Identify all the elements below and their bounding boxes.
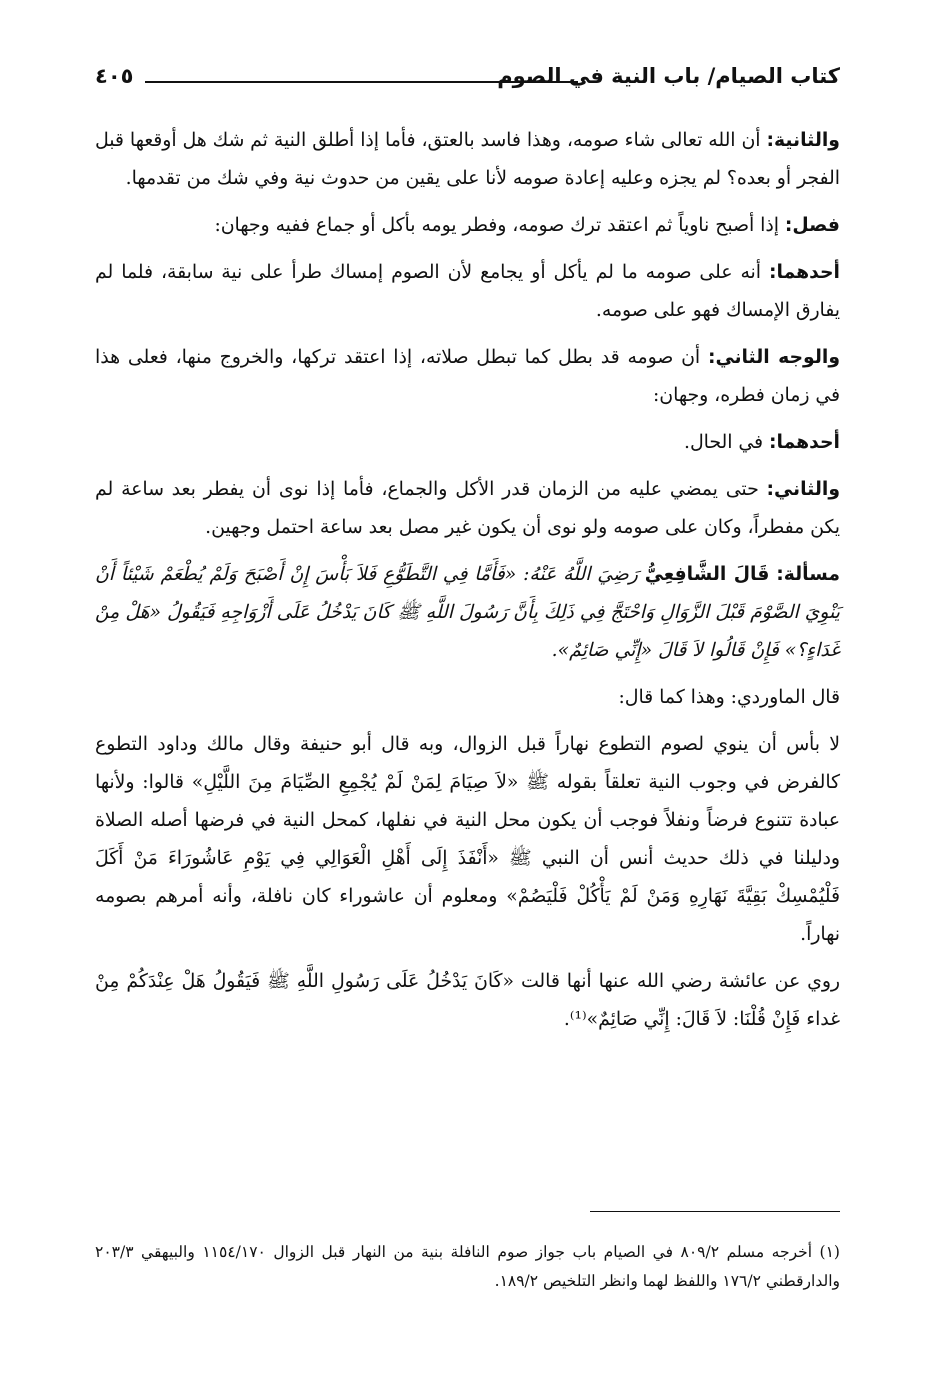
footnote-marker: (١) (819, 1243, 840, 1261)
header-rule (145, 81, 578, 83)
paragraph-lead: والثاني: (766, 479, 840, 500)
paragraph-text: أنه على صومه ما لم يأكل أو يجامع لأن الصوم إمساك طرأ على نية سابقة، فلما لم يفارق الإمساك فهو على صومه. (95, 262, 840, 321)
main-text (95, 122, 840, 1039)
footnote (95, 1238, 840, 1296)
running-header (95, 62, 840, 102)
paragraph-text: في الحال. (684, 432, 769, 453)
page-number: ٤٠٥ (95, 64, 134, 88)
paragraph-lead: أحدهما: (769, 262, 840, 283)
paragraph-text: أن صومه قد بطل كما تبطل صلاته، إذا اعتقد تركها، والخروج منها، فعلى هذا في زمان فطره، وجهان: (95, 347, 840, 406)
paragraph-text: قال الماوردي: وهذا كما قال: (618, 687, 840, 708)
paragraph-lead: مسألة: (776, 564, 840, 585)
paragraph-masala (95, 556, 840, 670)
paragraph (95, 963, 840, 1039)
paragraph-text: رَضِيَ اللَّهُ عَنْهُ: «فَأَمَّا فِي التَّطَوُّعِ فَلاَ بَأْسَ إِنْ أَصْبَحَ وَلَمْ يُطْعَمْ شَيْئاً أَنْ يَنْوِيَ الصَّوْمَ قَبْلَ الزَّوَالِ وَاحْتَجَّ فِي ذَلِكَ بِأَنَّ رَسُولَ اللَّهِ ﷺ كَانَ يَدْخُلُ عَلَى أَزْوَاجِهِ فَيَقُولُ «هَلْ مِنْ غَدَاءٍ؟» فَإِنْ قَالُوا لاَ قَالَ «إِنِّي صَائِمٌ». (95, 564, 840, 661)
paragraph-lead: فصل: (784, 215, 840, 236)
chapter-title: كتاب الصيام/ باب النية في الصوم (497, 64, 840, 88)
paragraph-text: إذا أصبح ناوياً ثم اعتقد ترك صومه، وفطر يومه بأكل أو جماع ففيه وجهان: (214, 215, 785, 236)
paragraph (95, 254, 840, 330)
paragraph-text: حتى يمضي عليه من الزمان قدر الأكل والجماع، فأما إذا نوى أن يفطر بعد ساعة لم يكن مفطراً، وكان على صومه ولو نوى أن يكون غير مصل بعد ساعة احتمل وجهين. (95, 479, 840, 538)
shafii-quote-lead: قَالَ الشَّافِعِيُّ (644, 564, 770, 585)
footnote-separator (590, 1211, 840, 1212)
paragraph (95, 424, 840, 462)
footnote-text: أخرجه مسلم ٨٠٩/٢ في الصيام باب جواز صوم النافلة بنية من النهار قبل الزوال ١١٥٤/١٧٠ والبيهقي ٢٠٣/٣ والدارقطني ١٧٦/٢ واللفظ لهما وانظر التلخيص ١٨٩/٢. (95, 1243, 840, 1290)
paragraph-text: أن الله تعالى شاء صومه، وهذا فاسد بالعتق، فأما إذا أطلق النية ثم شك هل أوقعها قبل الفجر أو بعده؟ لم يجزه وعليه إعادة صومه لأنا على يقين من حدوث نية وفي شك من تقدمها. (95, 130, 840, 189)
paragraph (95, 122, 840, 198)
paragraph (95, 679, 840, 717)
paragraph-lead: أحدهما: (769, 432, 840, 453)
paragraph (95, 207, 840, 245)
paragraph (95, 471, 840, 547)
paragraph-text: لا بأس أن ينوي لصوم التطوع نهاراً قبل الزوال، وبه قال أبو حنيفة وقال مالك وداود التطوع كالفرض في وجوب النية تعلقاً بقوله ﷺ «لاَ صِيَامَ لِمَنْ لَمْ يُجْمِعِ الصِّيَامَ مِنَ اللَّيْلِ» قالوا: ولأنها عبادة تتنوع فرضاً ونفلاً فوجب أن يكون محل النية في نفلها، كمحل النية في فرضها أصله الصلاة ودليلنا في ذلك حديث أنس أن النبي ﷺ «أَنْفَذَ إِلَى أَهْلِ الْعَوَالِي فِي يَوْمِ عَاشُورَاءَ مَنْ أَكَلَ فَلْيُمْسِكْ بَقِيَّةَ نَهَارِهِ وَمَنْ لَمْ يَأْكُلْ فَلْيَصُمْ» ومعلوم أن عاشوراء كان نافلة، وأنه أمرهم بصومه نهاراً. (95, 734, 840, 945)
paragraph (95, 339, 840, 415)
paragraph (95, 726, 840, 954)
paragraph-lead: والوجه الثاني: (707, 347, 840, 368)
paragraph-lead: والثانية: (766, 130, 840, 151)
paragraph-text: روي عن عائشة رضي الله عنها أنها قالت «كَانَ يَدْخُلُ عَلَى رَسُولِ اللَّهِ ﷺ فَيَقُولُ هَلْ عِنْدَكُمْ مِنْ غداء فَإِنْ قُلْنَا: لاَ قَالَ: إِنِّي صَائِمٌ»⁽¹⁾. (95, 971, 840, 1030)
